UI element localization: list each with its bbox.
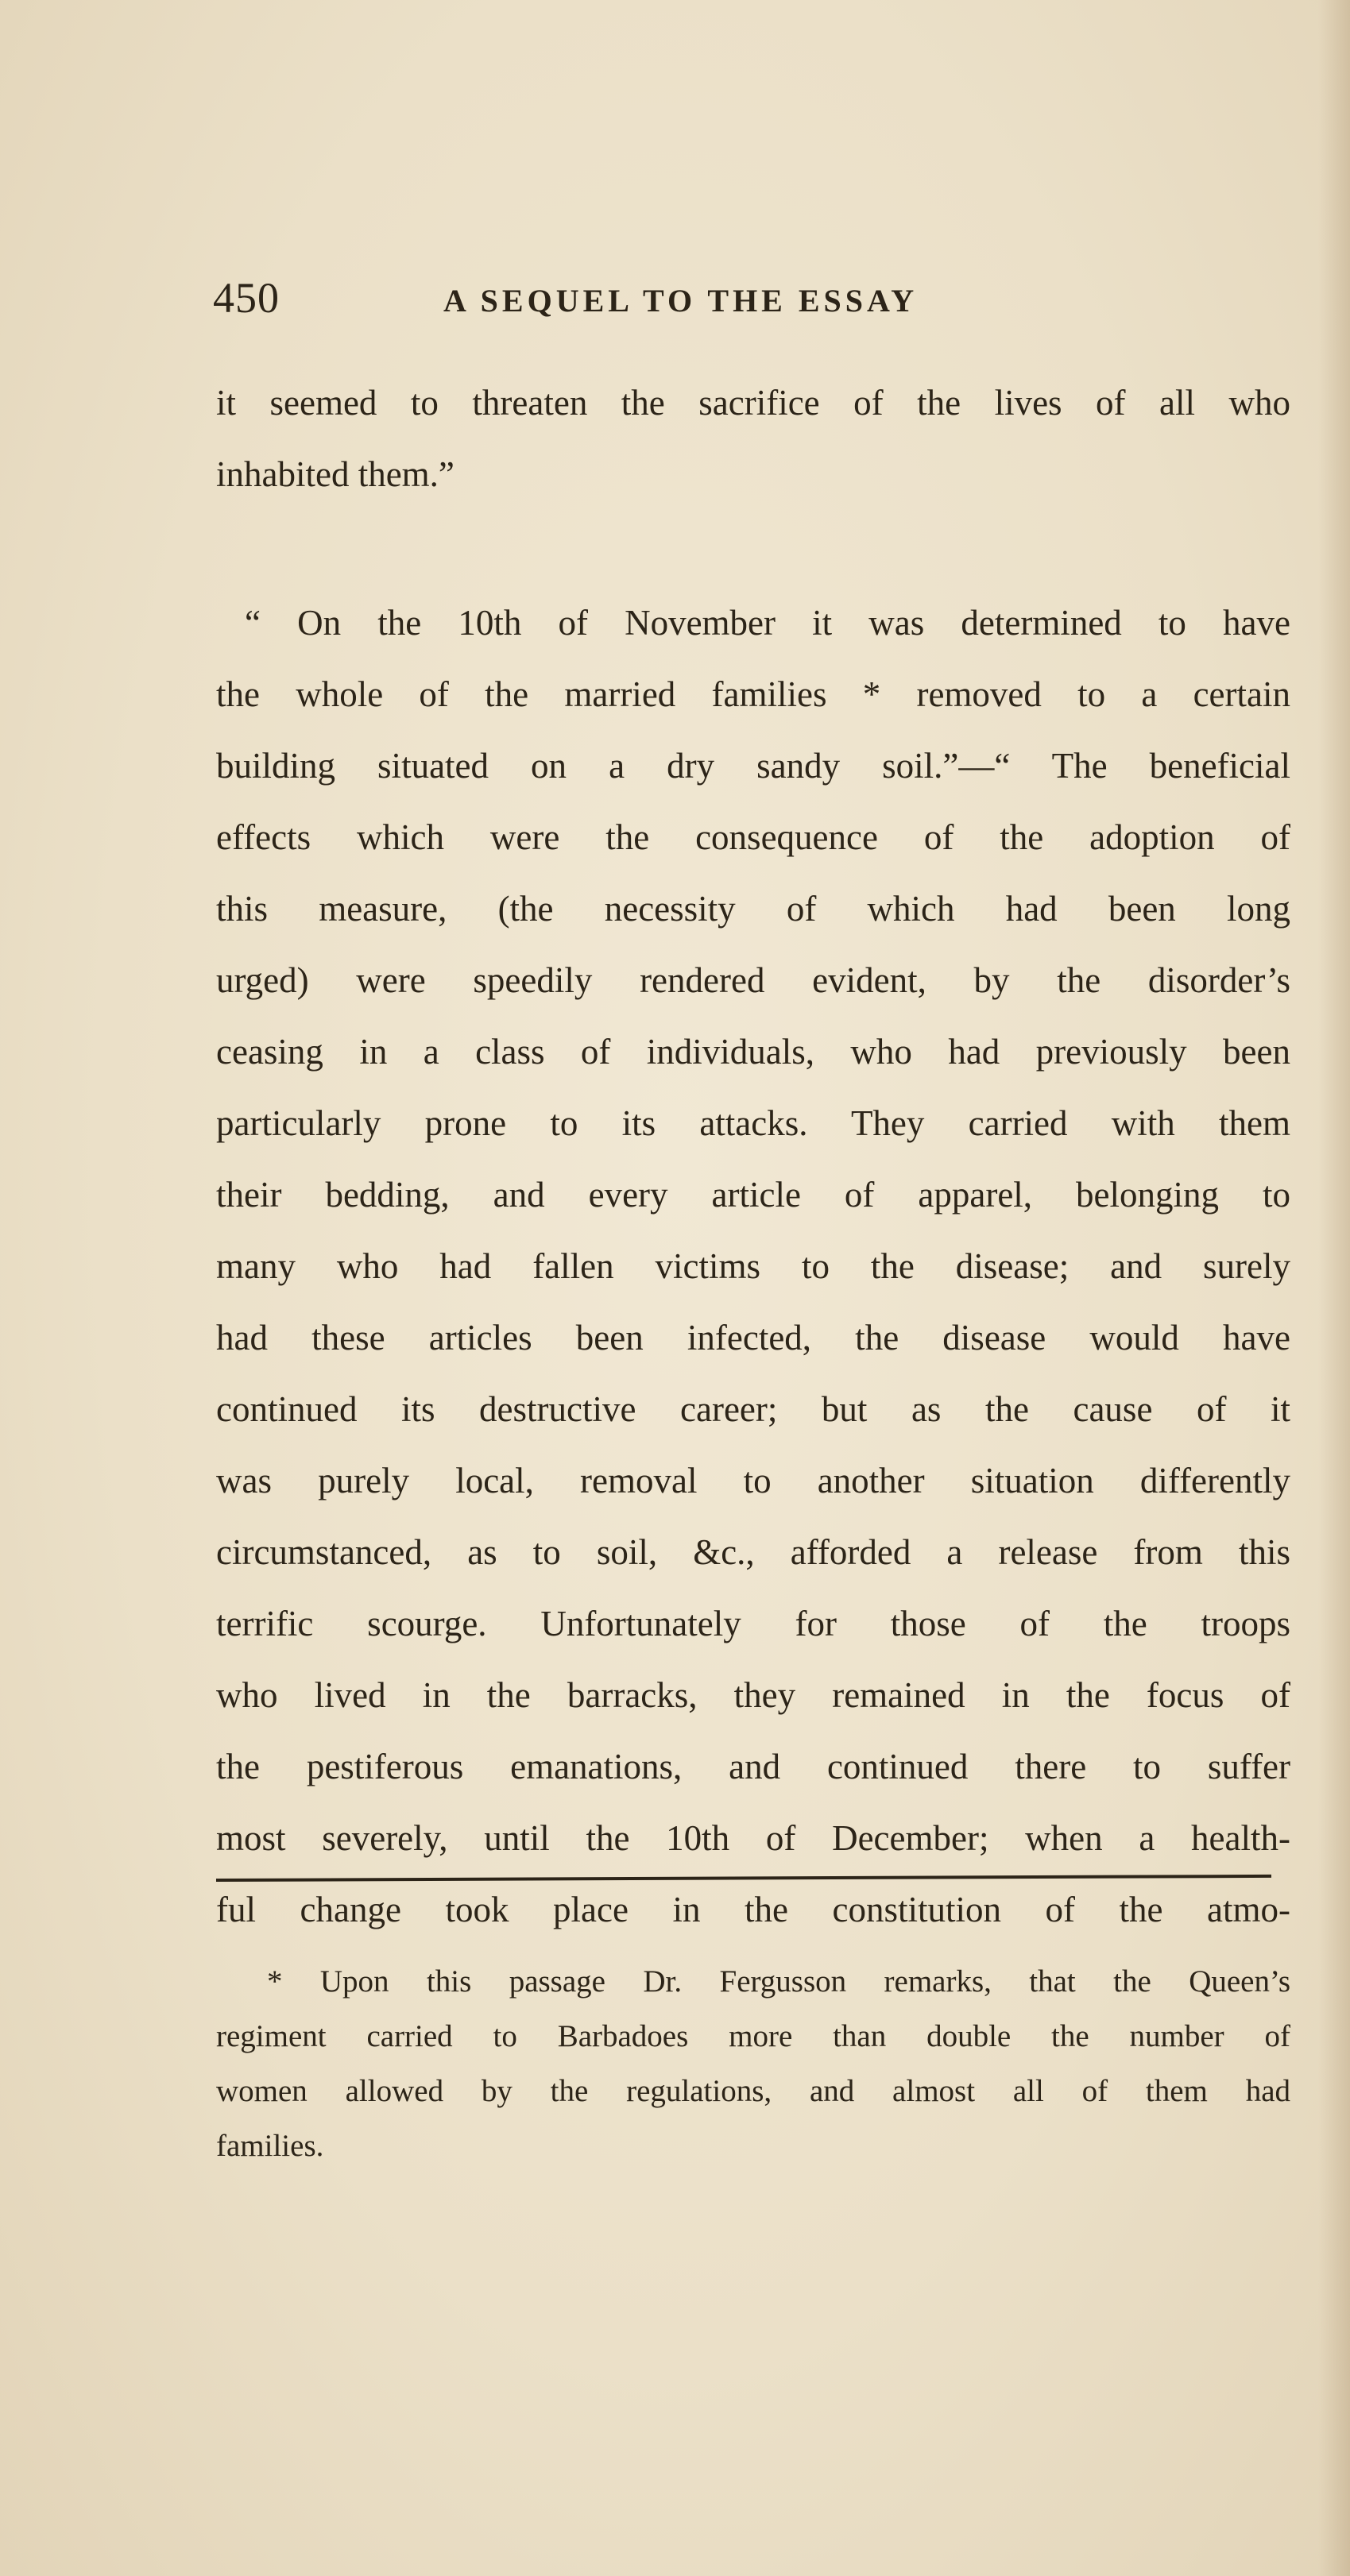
text-line: urged) were speedily rendered evident, by the disorder’s xyxy=(216,960,1290,1000)
text-line: the whole of the married families * removed to a certain xyxy=(216,674,1290,714)
footnote-line: women allowed by the regulations, and almost all of them had xyxy=(216,2074,1290,2108)
running-head: A SEQUEL TO THE ESSAY xyxy=(443,283,919,319)
text-line: terrific scourge. Unfortunately for those of the troops xyxy=(216,1604,1290,1643)
text-line: effects which were the consequence of the adoption of xyxy=(216,817,1290,857)
text-line: many who had fallen victims to the disease; and surely xyxy=(216,1246,1290,1286)
paragraph-gap xyxy=(216,510,1290,587)
text-line: inhabited them.” xyxy=(216,454,455,494)
footnote-line: * Upon this passage Dr. Fergusson remarks, that the Queen’s xyxy=(267,1964,1290,1999)
text-line: the pestiferous emanations, and continued there to suffer xyxy=(216,1747,1290,1786)
text-line: was purely local, removal to another situation differently xyxy=(216,1461,1290,1500)
footnote xyxy=(216,1954,1290,2173)
text-line: ceasing in a class of individuals, who had previously been xyxy=(216,1032,1290,1072)
body-text xyxy=(216,367,1290,1945)
text-line: most severely, until the 10th of December; when a health- xyxy=(216,1818,1290,1858)
text-line: “ On the 10th of November it was determined to have xyxy=(245,603,1290,643)
text-line: this measure, (the necessity of which had been long xyxy=(216,889,1290,929)
text-line: particularly prone to its attacks. They carried with them xyxy=(216,1103,1290,1143)
page-header xyxy=(213,270,1071,326)
text-line: continued its destructive career; but as the cause of it xyxy=(216,1389,1290,1429)
text-line: who lived in the barracks, they remained in the focus of xyxy=(216,1675,1290,1715)
text-line: building situated on a dry sandy soil.”—“ The beneficial xyxy=(216,746,1290,786)
page-edge-shadow xyxy=(1318,0,1350,2576)
text-line: it seemed to threaten the sacrifice of the lives of all who xyxy=(216,383,1290,423)
footnote-line: families. xyxy=(216,2129,324,2163)
page-number: 450 xyxy=(213,274,280,322)
text-line: their bedding, and every article of apparel, belonging to xyxy=(216,1175,1290,1215)
footnote-line: regiment carried to Barbadoes more than double the number of xyxy=(216,2019,1290,2053)
text-line: ful change took place in the constitution of the atmo- xyxy=(216,1890,1290,1929)
text-line: had these articles been infected, the disease would have xyxy=(216,1318,1290,1358)
text-line: circumstanced, as to soil, &c., afforded a release from this xyxy=(216,1532,1290,1572)
